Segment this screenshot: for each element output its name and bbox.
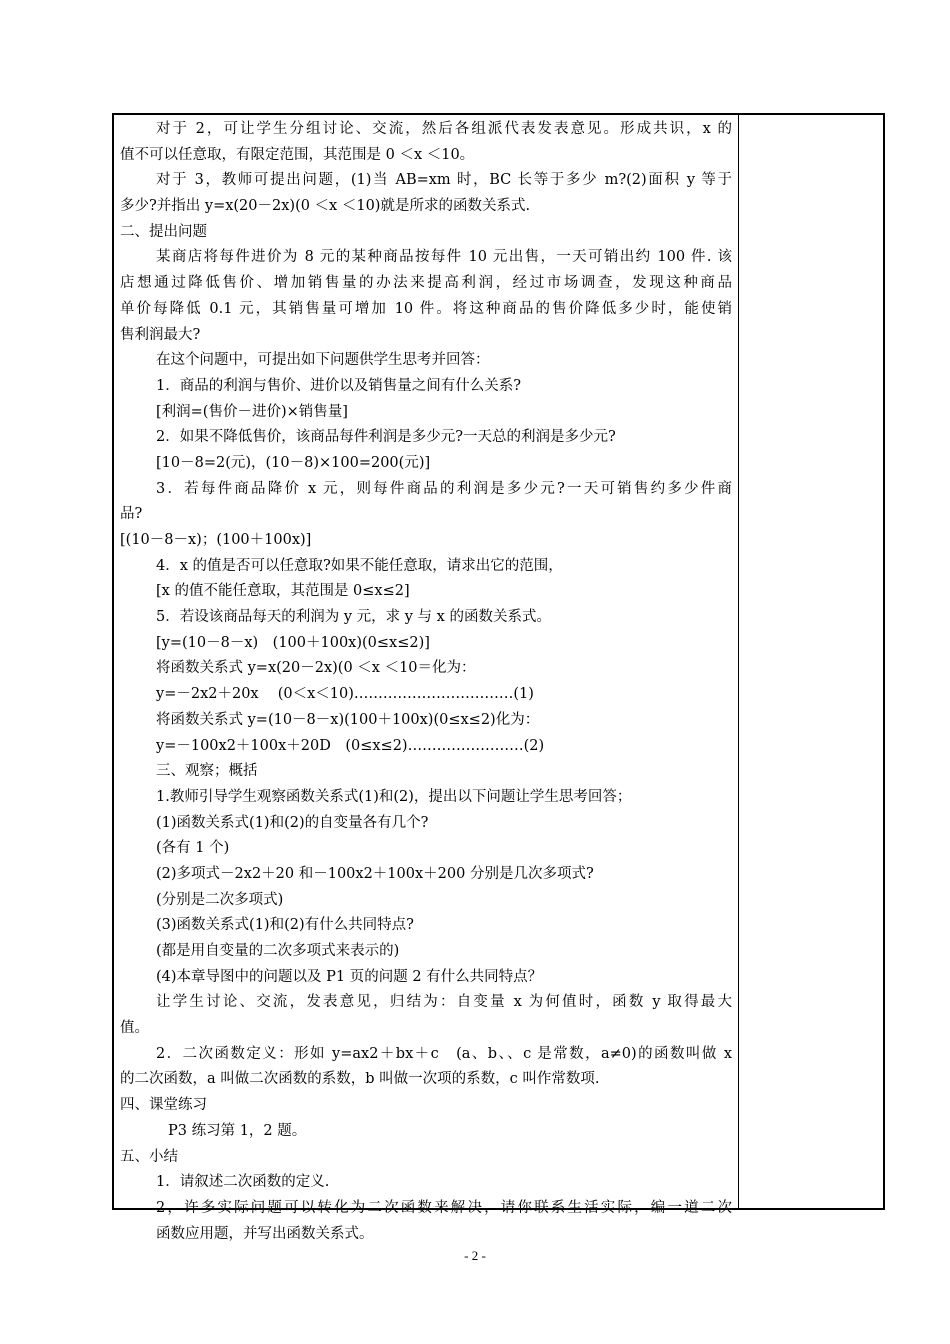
text-line: (3)函数关系式(1)和(2)有什么共同特点? xyxy=(156,917,414,934)
text-line: 3．若每件商品降价 x 元，则每件商品的利润是多少元?一天可销售约多少件商 xyxy=(156,480,732,497)
text-line: 的二次函数，a 叫做二次函数的系数，b 叫做一次项的系数，c 叫作常数项. xyxy=(120,1071,600,1088)
table-column-divider xyxy=(738,113,739,1210)
text-line: 1．请叙述二次函数的定义. xyxy=(156,1174,330,1191)
text-line: 品? xyxy=(120,506,143,523)
text-line: 某商店将每件进价为 8 元的某种商品按每件 10 元出售，一天可销出约 100 件. 该 xyxy=(156,249,732,266)
text-line: 2．如果不降低售价，该商品每件利润是多少元?一天总的利润是多少元? xyxy=(156,429,616,446)
text-line: 值不可以任意取，有限定范围，其范围是 0 ＜x ＜10。 xyxy=(120,146,475,163)
text-line: 二、提出问题 xyxy=(120,223,207,240)
text-line: (2)多项式－2x2＋20 和－100x2＋100x＋200 分别是几次多项式? xyxy=(156,865,594,882)
text-line: y=－2x2＋20x (0＜x＜10)……………………………(1) xyxy=(156,686,534,703)
text-line: 四、课堂练习 xyxy=(120,1097,207,1114)
text-line: (各有 1 个) xyxy=(156,840,230,857)
text-line: 1.教师引导学生观察函数关系式(1)和(2)，提出以下问题让学生思考回答； xyxy=(156,788,632,805)
text-line: 单价每降低 0.1 元，其销售量可增加 10 件。将这种商品的售价降低多少时，能使销 xyxy=(120,300,732,317)
text-line: 将函数关系式 y=(10－8－x)(100＋100x)(0≤x≤2)化为： xyxy=(156,711,540,728)
text-line: (4)本章导图中的问题以及 P1 页的问题 2 有什么共同特点？ xyxy=(156,968,543,985)
text-line: 对于 3，教师可提出问题，(1)当 AB=xm 时，BC 长等于多少 m?(2)面积 y 等于 xyxy=(156,172,732,189)
text-line: 函数应用题，并写出函数关系式。 xyxy=(156,1225,374,1242)
text-line: [10－8=2(元)，(10－8)×100=200(元)] xyxy=(156,454,431,471)
text-line: 2，许多实际问题可以转化为二次函数来解决，请你联系生活实际，编一道二次 xyxy=(156,1199,732,1216)
text-line: 值。 xyxy=(120,1020,149,1037)
text-line: 店想通过降低售价、增加销售量的办法来提高利润，经过市场调查，发现这种商品 xyxy=(120,275,732,292)
text-line: P3 练习第 1，2 题。 xyxy=(168,1122,307,1139)
text-line: 1．商品的利润与售价、进价以及销售量之间有什么关系? xyxy=(156,377,521,394)
text-line: [利润=(售价－进价)×销售量] xyxy=(156,403,348,420)
text-line: 2．二次函数定义：形如 y=ax2＋bx＋c (a、b、、c 是常数，a≠0)的函数叫做 x xyxy=(156,1045,732,1062)
text-line: (都是用自变量的二次多项式来表示的) xyxy=(156,943,400,959)
lesson-content xyxy=(120,117,732,1247)
text-line: 多少?并指出 y=x(20－2x)(0 ＜x ＜10)就是所求的函数关系式. xyxy=(120,198,531,215)
text-line: [(10－8－x)；(100＋100x)] xyxy=(120,532,312,548)
text-line: (1)函数关系式(1)和(2)的自变量各有几个? xyxy=(156,814,429,831)
text-line: 让学生讨论、交流，发表意见，归结为：自变量 x 为何值时，函数 y 取得最大 xyxy=(156,994,732,1011)
text-line: 在这个问题中，可提出如下问题供学生思考并回答： xyxy=(156,352,490,369)
text-line: y=－100x2＋100x＋20D (0≤x≤2)……………………(2) xyxy=(156,737,545,754)
text-line: [y=(10－8－x) (100＋100x)(0≤x≤2)] xyxy=(156,634,430,651)
text-line: [x 的值不能任意取，其范围是 0≤x≤2] xyxy=(156,583,410,600)
text-line: 5．若设该商品每天的利润为 y 元，求 y 与 x 的函数关系式。 xyxy=(156,609,551,626)
text-line: 三、观察；概括 xyxy=(156,763,258,780)
text-line: 将函数关系式 y=x(20－2x)(0 ＜x ＜10＝化为： xyxy=(156,660,476,677)
text-line: 五、小结 xyxy=(120,1148,178,1165)
page-number: - 2 - xyxy=(464,1248,486,1263)
text-line: 4．x 的值是否可以任意取?如果不能任意取，请求出它的范围， xyxy=(156,557,563,574)
text-line: 售利润最大? xyxy=(120,326,201,343)
text-line: (分别是二次多项式) xyxy=(156,891,284,908)
text-line: 对于 2，可让学生分组讨论、交流，然后各组派代表发表意见。形成共识，x 的 xyxy=(156,121,732,137)
